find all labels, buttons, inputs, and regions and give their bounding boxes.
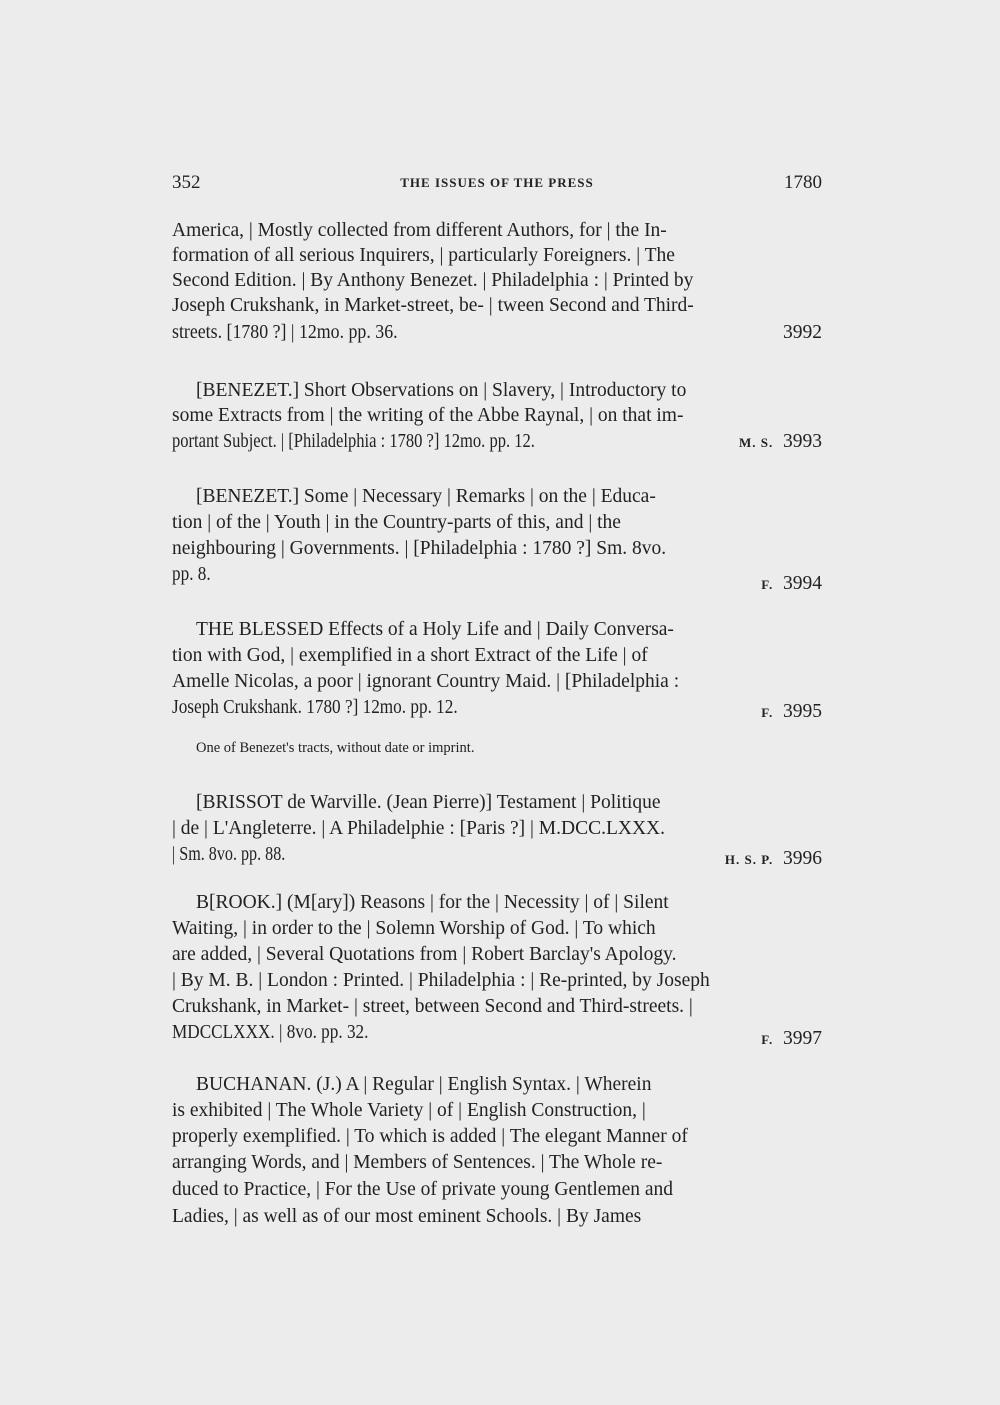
entry-line: | de | L'Angleterre. | A Philadelphie : [Paris ?] | M.DCC.LXXX. — [172, 818, 666, 839]
entry-line: [BENEZET.] Some | Necessary | Remarks | on the | Educa- — [196, 486, 656, 507]
entry-locator: H. S. P. 3996 — [724, 848, 822, 869]
entry-line: Joseph Crukshank, in Market-street, be- | tween Second and Third- — [172, 295, 694, 316]
entry-line: [BENEZET.] Short Observations on | Slavery, | Introductory to — [196, 380, 687, 401]
entry-locator: F. 3997 — [761, 1028, 822, 1049]
entry-line: BUCHANAN. (J.) A | Regular | English Syntax. | Wherein — [196, 1074, 652, 1095]
running-title: THE ISSUES OF THE PRESS — [400, 175, 594, 190]
entry-line: Waiting, | in order to the | Solemn Worship of God. | To which — [172, 918, 656, 939]
entry-locator: F. 3995 — [761, 701, 822, 722]
header-year: 1780 — [784, 172, 822, 193]
entry-line: formation of all serious Inquirers, | particularly Foreigners. | The — [172, 245, 675, 266]
entry-line: Ladies, | as well as of our most eminent Schools. | By James — [172, 1206, 642, 1227]
entry-line: MDCCLXXX. | 8vo. pp. 32. F. 3997 — [172, 1020, 822, 1045]
entry-line: some Extracts from | the writing of the Abbe Raynal, | on that im- — [172, 405, 684, 426]
entry-locator: F. 3994 — [761, 573, 822, 594]
entry-line: is exhibited | The Whole Variety | of | English Construction, | — [172, 1100, 646, 1121]
running-header — [172, 172, 822, 198]
entry-line: tion with God, | exemplified in a short Extract of the Life | of — [172, 645, 648, 666]
entry-line: Second Edition. | By Anthony Benezet. | Philadelphia : | Printed by — [172, 270, 694, 291]
page-number: 352 — [172, 172, 201, 193]
entry-line: properly exemplified. | To which is added | The elegant Manner of — [172, 1126, 688, 1147]
entry-line: tion | of the | Youth | in the Country-parts of this, and | the — [172, 512, 621, 533]
entry-line: Joseph Crukshank. 1780 ?] 12mo. pp. 12. F. 3995 — [172, 695, 822, 720]
entry-line: B[ROOK.] (M[ary]) Reasons | for the | Necessity | of | Silent — [196, 892, 669, 913]
entry-line: portant Subject. | [Philadelphia : 1780 ?] 12mo. pp. 12. M. S. 3993 — [172, 429, 822, 454]
entry-line: pp. 8. F. 3994 — [172, 562, 822, 587]
entry-line: neighbouring | Governments. | [Philadelphia : 1780 ?] Sm. 8vo. — [172, 538, 667, 559]
entry-line: America, | Mostly collected from different Authors, for | the In- — [172, 220, 667, 241]
entry-line: arranging Words, and | Members of Sentences. | The Whole re- — [172, 1152, 663, 1173]
entry-line: [BRISSOT de Warville. (Jean Pierre)] Testament | Politique — [196, 792, 661, 813]
entry-line: Amelle Nicolas, a poor | ignorant Country Maid. | [Philadelphia : — [172, 671, 680, 692]
entry-note: One of Benezet's tracts, without date or imprint. — [196, 740, 475, 756]
entry-line: | By M. B. | London : Printed. | Philadelphia : | Re-printed, by Joseph — [172, 970, 710, 991]
entry-line: | Sm. 8vo. pp. 88. H. S. P. 3996 — [172, 842, 822, 867]
entry-line: duced to Practice, | For the Use of private young Gentlemen and — [172, 1179, 674, 1200]
entry-line: are added, | Several Quotations from | Robert Barclay's Apology. — [172, 944, 677, 965]
entry-line: THE BLESSED Effects of a Holy Life and | Daily Conversa- — [196, 619, 674, 640]
entry-locator: M. S. 3993 — [739, 431, 822, 452]
entry-line: Crukshank, in Market- | street, between Second and Third-streets. | — [172, 996, 693, 1017]
entry-number: 3992 — [783, 322, 822, 343]
entry-line: streets. [1780 ?] | 12mo. pp. 36. 3992 — [172, 322, 822, 343]
